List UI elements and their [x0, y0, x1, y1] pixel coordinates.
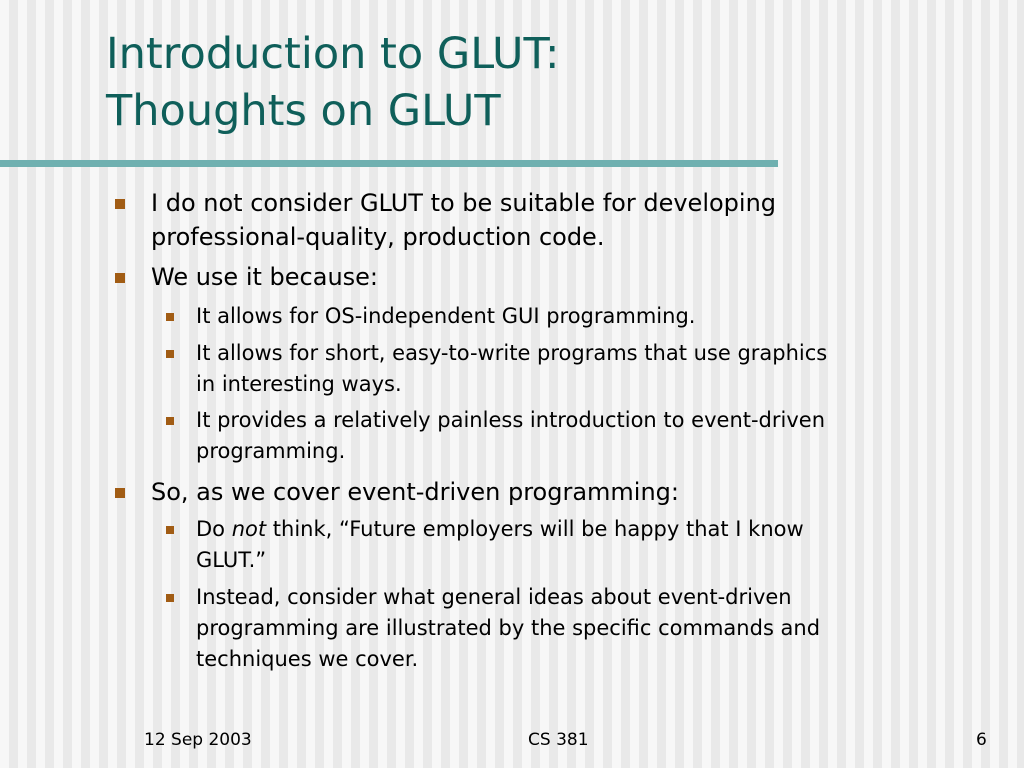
square-bullet-icon	[166, 350, 174, 358]
square-bullet-icon	[115, 488, 125, 498]
square-bullet-icon	[166, 526, 174, 534]
square-bullet-icon	[166, 594, 174, 602]
sub-bullet-item	[196, 405, 996, 467]
footer-date: 12 Sep 2003	[144, 730, 252, 750]
bullet-text: So, as we cover event-driven programming:	[151, 478, 679, 506]
sub-bullet-text: It allows for short, easy-to-write programs that use graphics	[196, 341, 828, 365]
slide-title-line-2: Thoughts on GLUT	[106, 86, 501, 136]
text-segment: think, “Future employers will be happy that I know	[266, 517, 804, 541]
bullet-text: We use it because:	[151, 263, 379, 291]
square-bullet-icon	[166, 313, 174, 321]
emphasis-text: not	[231, 517, 267, 541]
sub-bullet-text: It allows for OS-independent GUI programming.	[196, 304, 696, 328]
sub-bullet-text: GLUT.”	[196, 548, 267, 572]
bullet-text: I do not consider GLUT to be suitable for developing	[151, 189, 777, 217]
sub-bullet-text: techniques we cover.	[196, 647, 419, 671]
square-bullet-icon	[166, 417, 174, 425]
text-segment: Do	[196, 517, 232, 541]
sub-bullet-text: It provides a relatively painless introduction to event-driven	[196, 408, 826, 432]
footer-course: CS 381	[528, 730, 589, 750]
square-bullet-icon	[115, 273, 125, 283]
slide-title-line-1: Introduction to GLUT:	[106, 29, 560, 79]
sub-bullet-item	[196, 514, 996, 576]
bullet-item	[151, 186, 941, 254]
sub-bullet-text: programming are illustrated by the specific commands and	[196, 616, 821, 640]
sub-bullet-item	[196, 338, 996, 400]
sub-bullet-item	[196, 301, 996, 332]
sub-bullet-text: Instead, consider what general ideas about event-driven	[196, 585, 792, 609]
sub-bullet-text: programming.	[196, 439, 346, 463]
bullet-item	[151, 260, 941, 294]
square-bullet-icon	[115, 199, 125, 209]
bullet-item	[151, 475, 941, 509]
sub-bullet-item	[196, 582, 996, 675]
bullet-text: professional-quality, production code.	[151, 223, 605, 251]
sub-bullet-text: in interesting ways.	[196, 372, 402, 396]
sub-bullet-text	[196, 514, 996, 545]
page-number: 6	[976, 730, 987, 750]
